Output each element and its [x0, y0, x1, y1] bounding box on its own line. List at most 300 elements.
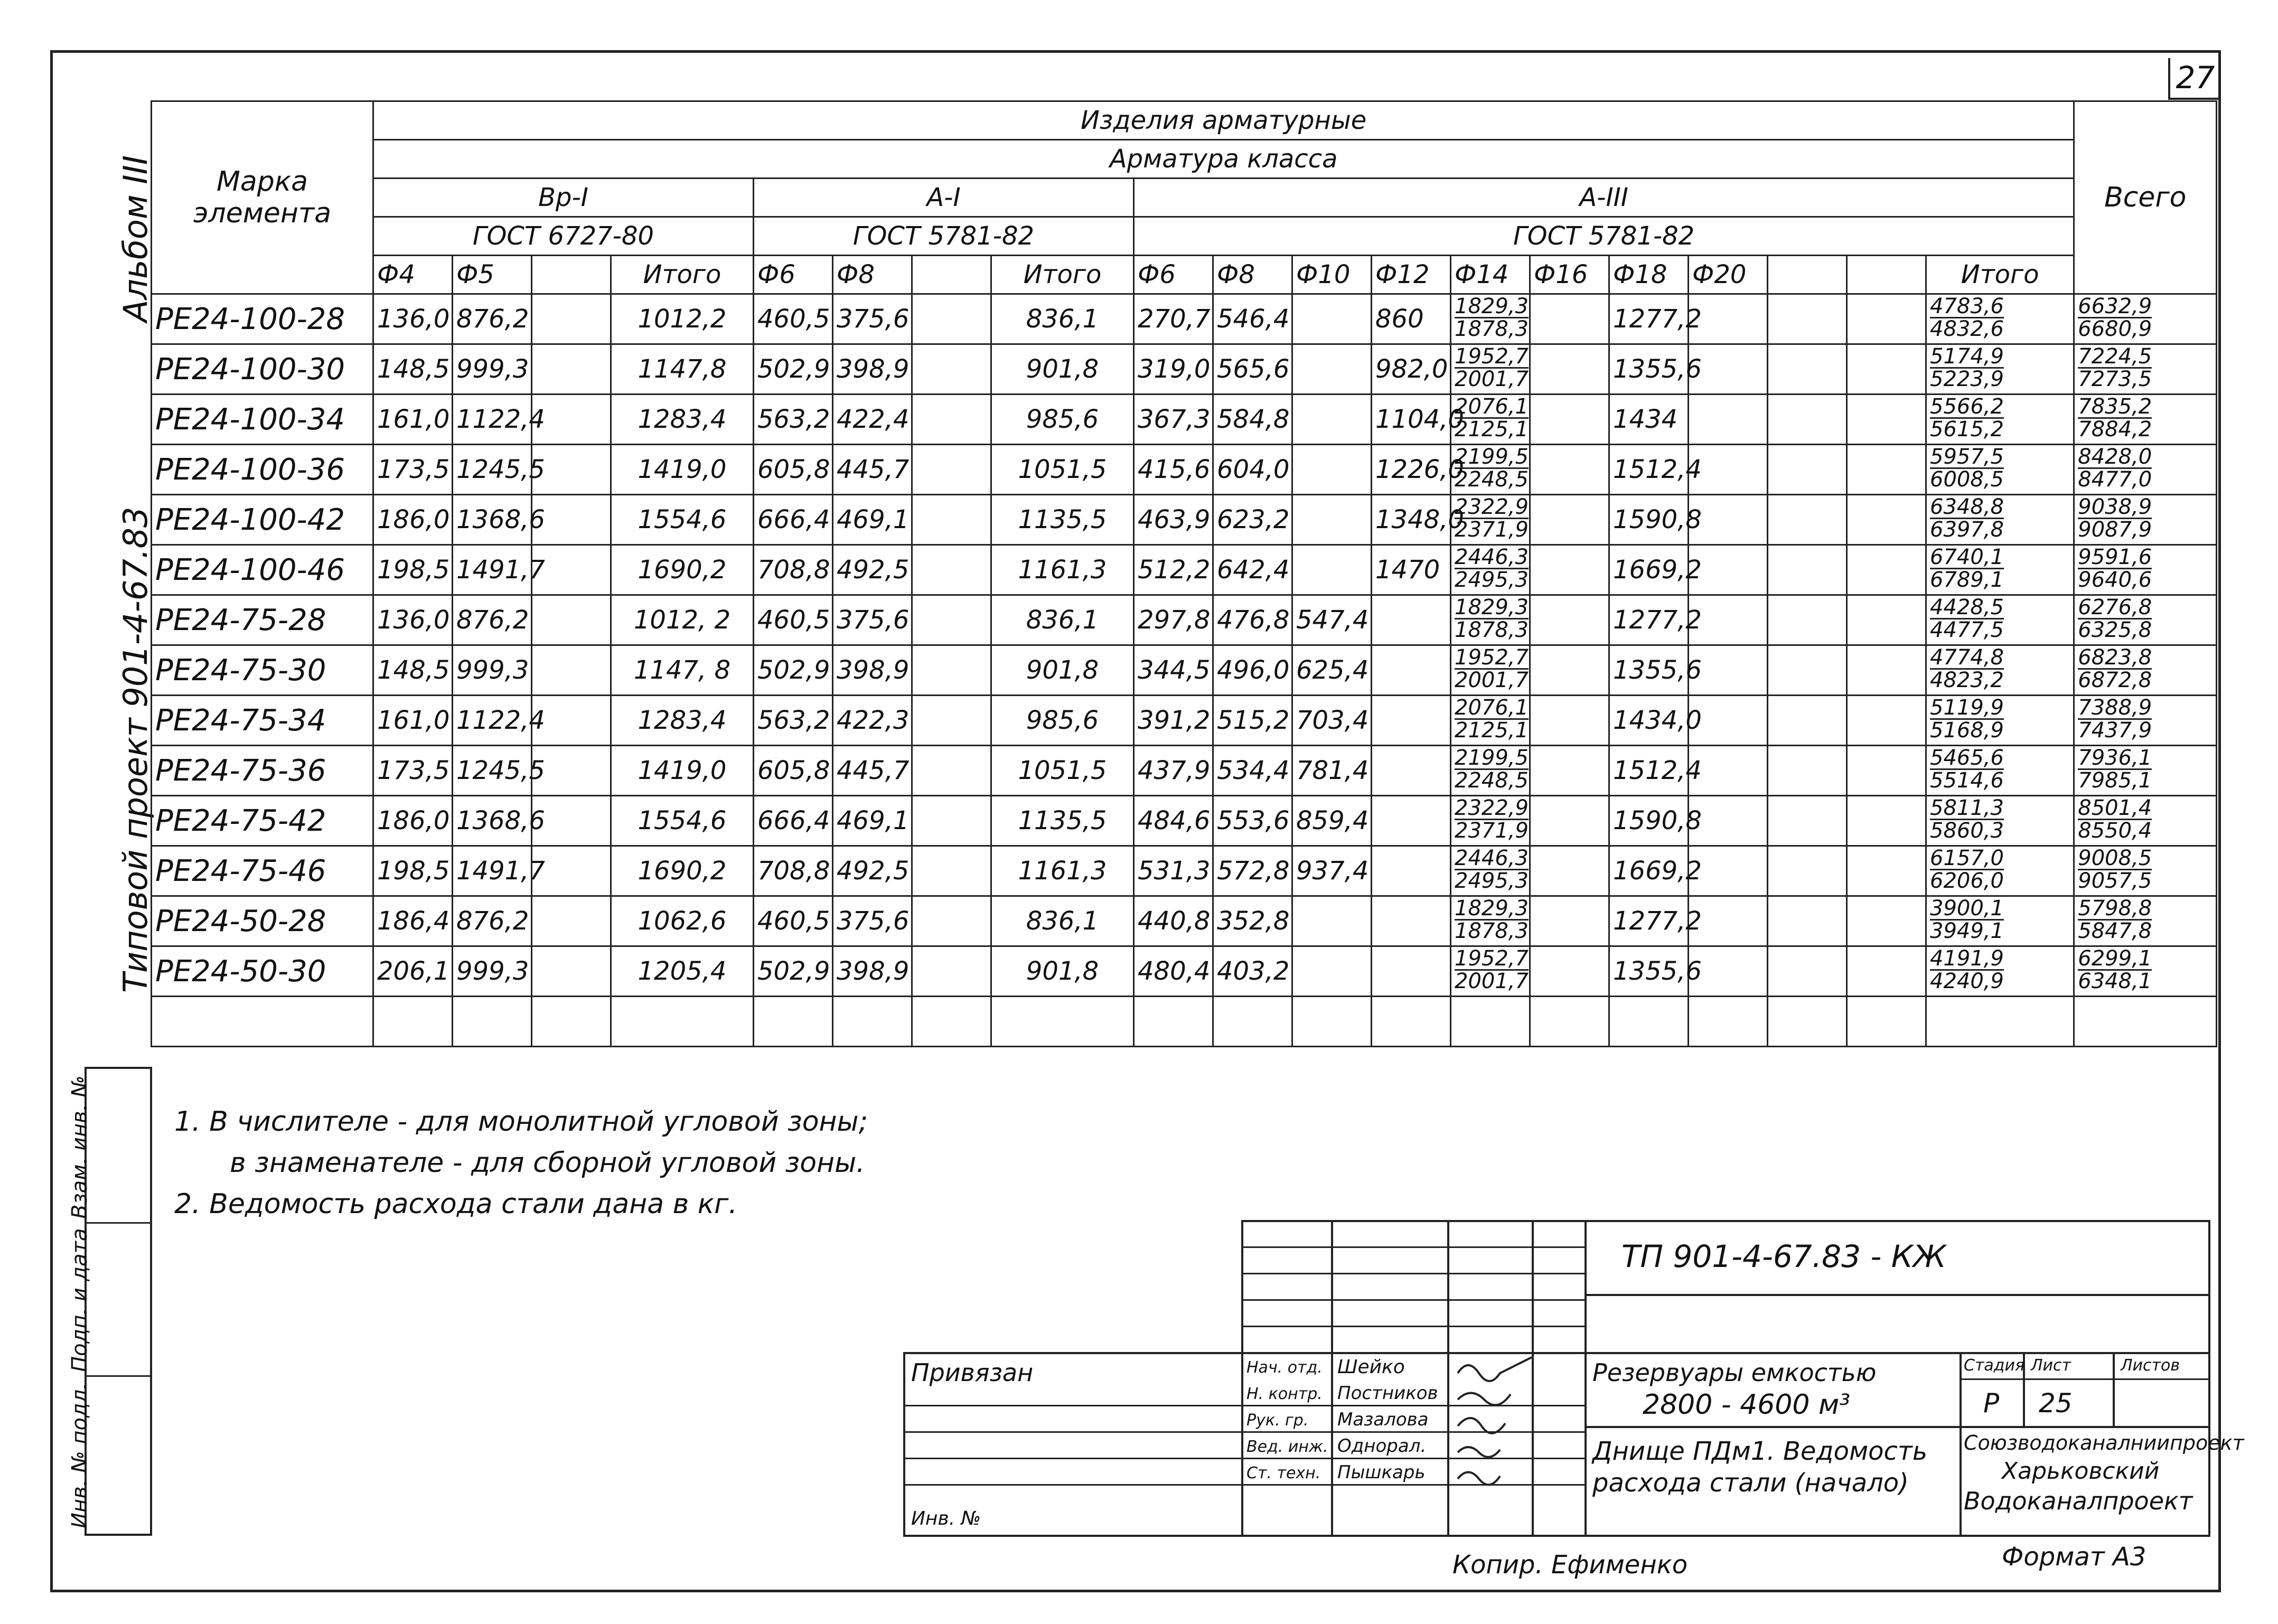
a1-value — [912, 344, 991, 395]
a3-value — [1530, 445, 1609, 495]
table-row — [152, 595, 2217, 645]
a3-value: 1355,6 — [1609, 344, 1689, 395]
notes — [174, 1101, 868, 1225]
element-mark: PE24-100-36 — [152, 445, 373, 495]
bp1-value: 1147,8 — [611, 344, 754, 395]
bp1-value: 1368,6 — [453, 796, 532, 846]
sheet-title-line-1: Днище ПДм1. Ведомость — [1592, 1437, 1928, 1466]
paper-format: Формат А3 — [2002, 1542, 2146, 1572]
bp1-value: 1122,4 — [453, 696, 532, 746]
a1-value: 985,6 — [991, 395, 1134, 445]
name-3: Мазалова — [1337, 1409, 1429, 1430]
a3-value: 1277,2 — [1609, 595, 1689, 645]
table-row — [152, 344, 2217, 395]
a3-value: 1512,4 — [1609, 746, 1689, 796]
a3-value: 937,4 — [1292, 846, 1372, 896]
class-bp1: Вр-I — [373, 179, 754, 217]
a3-value — [1768, 294, 1847, 344]
bp1-value: 1062,6 — [611, 896, 754, 946]
element-mark: PE24-100-46 — [152, 545, 373, 595]
a3-value — [1847, 796, 1926, 846]
steel-consumption-table — [151, 100, 2217, 1047]
a1-value: 666,4 — [754, 495, 833, 545]
a1-value — [912, 545, 991, 595]
bp1-value: 136,0 — [373, 595, 453, 645]
name-5: Пышкарь — [1337, 1462, 1426, 1483]
sheet-number: 27 — [2168, 58, 2220, 100]
table-row — [152, 294, 2217, 344]
a3-value — [1530, 846, 1609, 896]
a1-value: 460,5 — [754, 896, 833, 946]
bp1-value — [532, 344, 611, 395]
bp1-value: 173,5 — [373, 746, 453, 796]
a3-value — [1530, 495, 1609, 545]
bp1-value: 1012,2 — [611, 294, 754, 344]
a3-value: 625,4 — [1292, 645, 1372, 696]
a3-value — [1768, 595, 1847, 645]
diameter-header-row — [152, 256, 2217, 294]
role-3: Рук. гр. — [1246, 1411, 1309, 1430]
note-1-continued: в знаменателе - для сборной угловой зоны. — [230, 1147, 865, 1179]
a3-value: 859,4 — [1292, 796, 1372, 846]
a3-value: 642,4 — [1213, 545, 1292, 595]
diameter-header: Ф4 — [373, 256, 453, 294]
bp1-value: 198,5 — [373, 846, 453, 896]
a3-value — [1530, 645, 1609, 696]
bp1-value — [532, 595, 611, 645]
a3-value: 1669,2 — [1609, 846, 1689, 896]
diameter-header: Ф5 — [453, 256, 532, 294]
a3-value — [1847, 746, 1926, 796]
a3-value: 547,4 — [1292, 595, 1372, 645]
a3-value — [1847, 395, 1926, 445]
a1-value — [912, 495, 991, 545]
role-2: Н. контр. — [1246, 1385, 1323, 1403]
a1-value: 985,6 — [991, 696, 1134, 746]
a3-value — [1530, 746, 1609, 796]
a3-value — [1847, 595, 1926, 645]
gost-bp1: ГОСТ 6727-80 — [373, 217, 754, 256]
bp1-value: 173,5 — [373, 445, 453, 495]
a3-value — [1847, 294, 1926, 344]
row-total: $\frac{9008,5}{9057,5}$ — [2074, 846, 2217, 896]
table-row — [152, 645, 2217, 696]
a3-value: 1348,0 — [1372, 495, 1451, 545]
album-label: Альбом III — [116, 155, 155, 322]
element-mark: PE24-75-46 — [152, 846, 373, 896]
a3-value — [1372, 796, 1451, 846]
bp1-value: 136,0 — [373, 294, 453, 344]
a3-value — [1530, 595, 1609, 645]
table-row — [152, 445, 2217, 495]
bp1-value: 186,0 — [373, 796, 453, 846]
a3-value: $\frac{2076,1}{2125,1}$ — [1451, 395, 1530, 445]
a3-value: 1512,4 — [1609, 445, 1689, 495]
gost-a3: ГОСТ 5781-82 — [1134, 217, 2074, 256]
a3-value: 496,0 — [1213, 645, 1292, 696]
signatures — [1452, 1352, 1542, 1489]
a1-value — [912, 896, 991, 946]
element-mark: PE24-50-30 — [152, 946, 373, 997]
bp1-value — [532, 294, 611, 344]
a1-value — [912, 696, 991, 746]
row-total: $\frac{7388,9}{7437,9}$ — [2074, 696, 2217, 746]
diameter-header: Ф6 — [1134, 256, 1213, 294]
a3-value: $\frac{1829,3}{1878,3}$ — [1451, 896, 1530, 946]
a1-value: 422,4 — [833, 395, 912, 445]
org-line-3: Водоканалпроект — [1964, 1487, 2193, 1515]
a3-value: 1434,0 — [1609, 696, 1689, 746]
name-4: Однорал. — [1337, 1435, 1427, 1457]
bp1-value: 1419,0 — [611, 746, 754, 796]
a3-value: $\frac{2322,9}{2371,9}$ — [1451, 796, 1530, 846]
a3-value — [1530, 796, 1609, 846]
a3-value: 703,4 — [1292, 696, 1372, 746]
bp1-value: 148,5 — [373, 344, 453, 395]
bp1-value: 876,2 — [453, 896, 532, 946]
a3-value: 476,8 — [1213, 595, 1292, 645]
diameter-header: Ф8 — [833, 256, 912, 294]
a3-value — [1530, 344, 1609, 395]
table-body — [152, 294, 2217, 997]
element-mark: PE24-50-28 — [152, 896, 373, 946]
class-a1: А-I — [754, 179, 1134, 217]
a3-value — [1530, 896, 1609, 946]
a1-value: 836,1 — [991, 294, 1134, 344]
a1-value — [912, 445, 991, 495]
a3-value — [1768, 545, 1847, 595]
element-mark: PE24-100-30 — [152, 344, 373, 395]
a1-value — [912, 395, 991, 445]
a1-value — [912, 746, 991, 796]
bp1-value: 1419,0 — [611, 445, 754, 495]
a3-value: $\frac{2446,3}{2495,3}$ — [1451, 545, 1530, 595]
a3-value — [1768, 746, 1847, 796]
row-total: $\frac{6276,8}{6325,8}$ — [2074, 595, 2217, 645]
project-label: Типовой проект 901-4-67.83 — [116, 506, 155, 993]
table-row — [152, 545, 2217, 595]
a3-total: $\frac{6740,1}{6789,1}$ — [1926, 545, 2074, 595]
bp1-value: 1554,6 — [611, 796, 754, 846]
class-a3: А-III — [1134, 179, 2074, 217]
a3-value: 1104,0 — [1372, 395, 1451, 445]
bp1-value — [532, 645, 611, 696]
diameter-header: Ф18 — [1609, 256, 1689, 294]
a1-value: 708,8 — [754, 846, 833, 896]
a1-value: 469,1 — [833, 796, 912, 846]
bp1-value: 1368,6 — [453, 495, 532, 545]
row-total: $\frac{8428,0}{8477,0}$ — [2074, 445, 2217, 495]
bp1-value: 1147, 8 — [611, 645, 754, 696]
a3-value — [1768, 896, 1847, 946]
a1-value: 492,5 — [833, 545, 912, 595]
a1-value: 460,5 — [754, 595, 833, 645]
table-row — [152, 796, 2217, 846]
table-row — [152, 896, 2217, 946]
a3-value: 297,8 — [1134, 595, 1213, 645]
diameter-header — [532, 256, 611, 294]
row-total: $\frac{7224,5}{7273,5}$ — [2074, 344, 2217, 395]
a1-value: 375,6 — [833, 294, 912, 344]
a1-value: 1161,3 — [991, 846, 1134, 896]
diameter-header: Итого — [1926, 256, 2074, 294]
element-mark: PE24-75-30 — [152, 645, 373, 696]
a3-value — [1292, 946, 1372, 997]
a3-value — [1768, 495, 1847, 545]
bp1-value: 999,3 — [453, 645, 532, 696]
a1-value: 375,6 — [833, 896, 912, 946]
name-2: Постников — [1337, 1383, 1438, 1404]
a1-value: 1135,5 — [991, 495, 1134, 545]
a1-value: 1051,5 — [991, 445, 1134, 495]
a1-value: 563,2 — [754, 395, 833, 445]
a3-total: $\frac{6348,8}{6397,8}$ — [1926, 495, 2074, 545]
a3-total: $\frac{5957,5}{6008,5}$ — [1926, 445, 2074, 495]
bp1-value: 1245,5 — [453, 746, 532, 796]
product-header: Изделия арматурные — [373, 101, 2074, 140]
a3-value — [1292, 294, 1372, 344]
a3-value: 403,2 — [1213, 946, 1292, 997]
row-total: $\frac{6823,8}{6872,8}$ — [2074, 645, 2217, 696]
a3-value: 534,4 — [1213, 746, 1292, 796]
a3-value: 1277,2 — [1609, 294, 1689, 344]
a3-value: 1590,8 — [1609, 796, 1689, 846]
a3-value: 1355,6 — [1609, 645, 1689, 696]
a3-value: 440,8 — [1134, 896, 1213, 946]
a3-value — [1768, 946, 1847, 997]
row-total: $\frac{5798,8}{5847,8}$ — [2074, 896, 2217, 946]
a1-value — [912, 595, 991, 645]
a3-total: $\frac{6157,0}{6206,0}$ — [1926, 846, 2074, 896]
bp1-value: 1283,4 — [611, 395, 754, 445]
a1-value: 445,7 — [833, 445, 912, 495]
a3-value: $\frac{1829,3}{1878,3}$ — [1451, 294, 1530, 344]
a1-value: 901,8 — [991, 344, 1134, 395]
a3-value — [1847, 946, 1926, 997]
a3-value — [1847, 445, 1926, 495]
org-line-1: Союзводоканалниипроект — [1964, 1431, 2244, 1454]
a1-value: 666,4 — [754, 796, 833, 846]
note-2: 2. Ведомость расхода стали дана в кг. — [174, 1188, 738, 1220]
element-mark: PE24-100-28 — [152, 294, 373, 344]
a3-value — [1292, 344, 1372, 395]
a3-value — [1847, 344, 1926, 395]
note-1: 1. В числителе - для монолитной угловой зоны; — [174, 1106, 868, 1138]
element-mark: PE24-75-36 — [152, 746, 373, 796]
bp1-value: 999,3 — [453, 344, 532, 395]
bp1-value: 161,0 — [373, 696, 453, 746]
row-total: $\frac{7936,1}{7985,1}$ — [2074, 746, 2217, 796]
role-5: Ст. техн. — [1246, 1464, 1321, 1482]
a1-value: 1161,3 — [991, 545, 1134, 595]
a3-value: 546,4 — [1213, 294, 1292, 344]
diameter-header: Ф16 — [1530, 256, 1609, 294]
stage-value: Р — [1983, 1388, 2000, 1419]
bp1-value: 1012, 2 — [611, 595, 754, 645]
bp1-value: 1491,7 — [453, 545, 532, 595]
bp1-value: 1491,7 — [453, 846, 532, 896]
table-row — [152, 746, 2217, 796]
mark-header: Марка элемента — [152, 101, 373, 294]
title-block — [903, 1220, 2244, 1537]
a3-total: $\frac{4774,8}{4823,2}$ — [1926, 645, 2074, 696]
rebar-class-header: Арматура класса — [373, 140, 2074, 179]
a3-value: 352,8 — [1213, 896, 1292, 946]
a3-value: 270,7 — [1134, 294, 1213, 344]
a3-value — [1768, 696, 1847, 746]
a3-value: 781,4 — [1292, 746, 1372, 796]
a1-value: 398,9 — [833, 645, 912, 696]
a3-value: $\frac{2199,5}{2248,5}$ — [1451, 746, 1530, 796]
bp1-value: 186,0 — [373, 495, 453, 545]
a3-value: 531,3 — [1134, 846, 1213, 896]
bp1-value: 1283,4 — [611, 696, 754, 746]
role-4: Вед. инж. — [1246, 1438, 1328, 1456]
diameter-header — [1768, 256, 1847, 294]
a3-value: $\frac{1952,7}{2001,7}$ — [1451, 344, 1530, 395]
a3-value — [1372, 846, 1451, 896]
a1-value: 502,9 — [754, 946, 833, 997]
a3-value: 1355,6 — [1609, 946, 1689, 997]
a3-value — [1372, 595, 1451, 645]
a3-value — [1689, 395, 1768, 445]
bp1-value: 1205,4 — [611, 946, 754, 997]
bp1-value: 1690,2 — [611, 545, 754, 595]
sheet-value: 25 — [2039, 1388, 2073, 1419]
stage-label: Стадия — [1964, 1356, 2025, 1375]
bp1-value: 1122,4 — [453, 395, 532, 445]
diameter-header: Ф10 — [1292, 256, 1372, 294]
bp1-value: 186,4 — [373, 896, 453, 946]
a3-value — [1372, 946, 1451, 997]
diameter-header: Итого — [611, 256, 754, 294]
a3-value: 344,5 — [1134, 645, 1213, 696]
bp1-value: 1245,5 — [453, 445, 532, 495]
stamp-signature-date: Подп. и дата — [87, 1222, 150, 1377]
bound-label: Привязан — [911, 1358, 1034, 1387]
element-mark: PE24-75-42 — [152, 796, 373, 846]
a3-total: $\frac{5465,6}{5514,6}$ — [1926, 746, 2074, 796]
a3-value: 1669,2 — [1609, 545, 1689, 595]
row-total: $\frac{9591,6}{9640,6}$ — [2074, 545, 2217, 595]
a1-value: 502,9 — [754, 344, 833, 395]
a3-value: 572,8 — [1213, 846, 1292, 896]
a3-value: $\frac{1952,7}{2001,7}$ — [1451, 645, 1530, 696]
drawing-code: ТП 901-4-67.83 - КЖ — [1621, 1238, 1946, 1274]
a1-value: 901,8 — [991, 645, 1134, 696]
a3-value: $\frac{2322,9}{2371,9}$ — [1451, 495, 1530, 545]
a3-total: $\frac{5119,9}{5168,9}$ — [1926, 696, 2074, 746]
a3-value: 437,9 — [1134, 746, 1213, 796]
a3-total: $\frac{4428,5}{4477,5}$ — [1926, 595, 2074, 645]
a1-value: 1135,5 — [991, 796, 1134, 846]
a1-value: 605,8 — [754, 746, 833, 796]
a3-value — [1372, 645, 1451, 696]
a1-value: 460,5 — [754, 294, 833, 344]
a3-value — [1768, 445, 1847, 495]
a1-value: 398,9 — [833, 946, 912, 997]
a3-value: 463,9 — [1134, 495, 1213, 545]
a1-value: 836,1 — [991, 896, 1134, 946]
a3-total: $\frac{5566,2}{5615,2}$ — [1926, 395, 2074, 445]
a3-value — [1292, 395, 1372, 445]
table-row — [152, 696, 2217, 746]
empty-row — [152, 997, 2217, 1047]
object-line-2: 2800 - 4600 м³ — [1643, 1389, 1851, 1421]
inv-label: Инв. № — [911, 1508, 981, 1529]
a3-value — [1847, 696, 1926, 746]
copied-by: Копир. Ефименко — [1452, 1550, 1688, 1580]
a3-value — [1292, 445, 1372, 495]
table-row — [152, 395, 2217, 445]
row-total: $\frac{6299,1}{6348,1}$ — [2074, 946, 2217, 997]
a3-value: 484,6 — [1134, 796, 1213, 846]
a1-value: 708,8 — [754, 545, 833, 595]
bp1-value: 876,2 — [453, 294, 532, 344]
a3-value: $\frac{2076,1}{2125,1}$ — [1451, 696, 1530, 746]
a3-value: 512,2 — [1134, 545, 1213, 595]
a3-value: 319,0 — [1134, 344, 1213, 395]
a3-value: 1277,2 — [1609, 896, 1689, 946]
a3-value: 391,2 — [1134, 696, 1213, 746]
row-total: $\frac{8501,4}{8550,4}$ — [2074, 796, 2217, 846]
a3-value: 1590,8 — [1609, 495, 1689, 545]
object-line-1: Резервуары емкостью — [1592, 1358, 1877, 1387]
a3-value — [1530, 696, 1609, 746]
a3-value — [1372, 746, 1451, 796]
a3-value: 553,6 — [1213, 796, 1292, 846]
bp1-value: 876,2 — [453, 595, 532, 645]
a3-total: $\frac{5174,9}{5223,9}$ — [1926, 344, 2074, 395]
a1-value: 605,8 — [754, 445, 833, 495]
a3-value: 604,0 — [1213, 445, 1292, 495]
a1-value — [912, 846, 991, 896]
a3-value: 1226,0 — [1372, 445, 1451, 495]
a3-value: 982,0 — [1372, 344, 1451, 395]
a3-total: $\frac{4191,9}{4240,9}$ — [1926, 946, 2074, 997]
bp1-value: 1554,6 — [611, 495, 754, 545]
a3-value: 480,4 — [1134, 946, 1213, 997]
a3-value: 1434 — [1609, 395, 1689, 445]
bp1-value — [532, 896, 611, 946]
table-row — [152, 946, 2217, 997]
a3-value — [1768, 846, 1847, 896]
a3-value: 860 — [1372, 294, 1451, 344]
a3-value — [1292, 545, 1372, 595]
a1-value: 375,6 — [833, 595, 912, 645]
a1-value — [912, 645, 991, 696]
a3-value: 584,8 — [1213, 395, 1292, 445]
a3-value — [1847, 896, 1926, 946]
a1-value — [912, 294, 991, 344]
table-row — [152, 846, 2217, 896]
table-row — [152, 495, 2217, 545]
a3-total: $\frac{3900,1}{3949,1}$ — [1926, 896, 2074, 946]
name-1: Шейко — [1337, 1356, 1405, 1378]
a3-value: 565,6 — [1213, 344, 1292, 395]
element-mark: PE24-100-42 — [152, 495, 373, 545]
diameter-header: Ф20 — [1689, 256, 1768, 294]
element-mark: PE24-100-34 — [152, 395, 373, 445]
gost-a1: ГОСТ 5781-82 — [754, 217, 1134, 256]
a1-value: 901,8 — [991, 946, 1134, 997]
a3-value — [1530, 946, 1609, 997]
a3-value — [1768, 344, 1847, 395]
stamp-original-inv: Инв. № подл. — [68, 1383, 92, 1528]
bp1-value: 1690,2 — [611, 846, 754, 896]
a1-value: 836,1 — [991, 595, 1134, 645]
a3-value: $\frac{2199,5}{2248,5}$ — [1451, 445, 1530, 495]
